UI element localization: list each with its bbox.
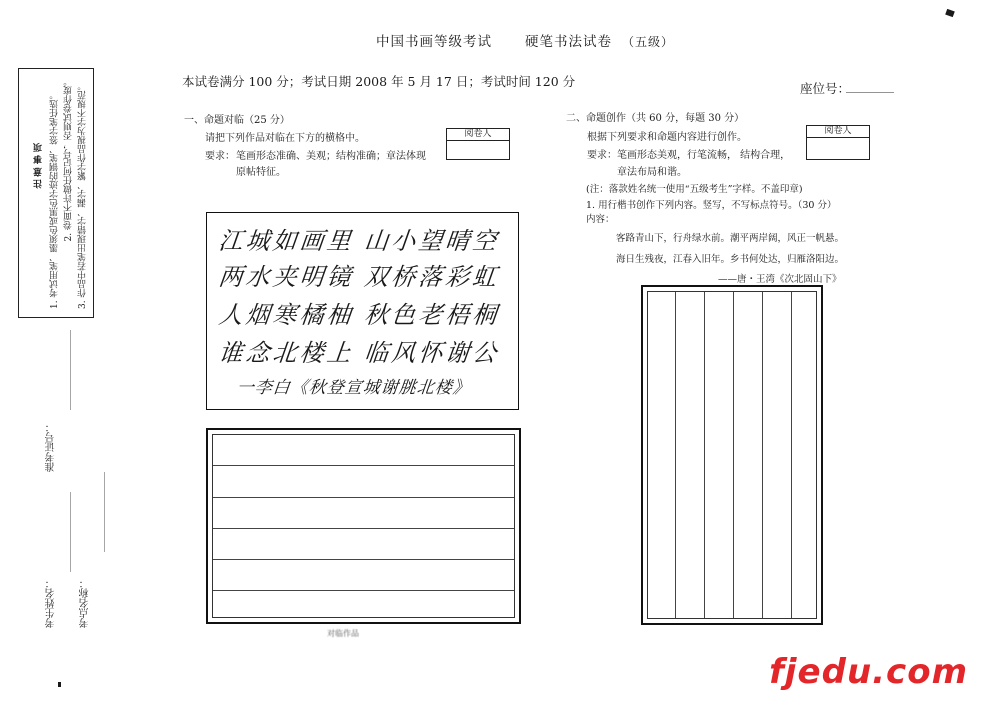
sample-line-2: 两水夹明镜 双桥落彩虹 [217, 263, 501, 291]
section1-grader-label: 阅卷人 [447, 129, 509, 141]
exam-id-blank[interactable]: ________________ [60, 330, 71, 410]
paper-level: （五级） [622, 35, 675, 49]
section1-heading: 一、命题对临（25 分） [184, 115, 290, 126]
section2-heading: 二、命题创作（共 60 分，每题 30 分） [566, 113, 745, 124]
exam-info-line: 本试卷满分 100 分；考试日期 2008 年 5 月 17 日；考试时间 120 分 [182, 74, 576, 89]
candidate-name-label: 考生姓名： [46, 578, 57, 628]
poem-line-1: 客路青山下，行舟绿水前。潮平两岸阔，风正一帆悬。 [616, 233, 845, 244]
exam-name: 中国书画等级考试 [376, 34, 492, 50]
notice-item-1: 1. 考试用笔、墨须色或黑色字迹的钢笔、签字笔任选。 [50, 90, 60, 309]
exam-site-blank[interactable]: ________________ [94, 472, 105, 552]
section2-instruction: 根据下列要求和命题内容进行创作。 [587, 132, 747, 143]
section2-grader-box [806, 125, 870, 160]
candidate-name-blank[interactable]: ________________ [60, 492, 71, 572]
paper-title: 硬笔书法试卷 [525, 34, 612, 50]
section2-task: 1. 用行楷书创作下列内容。竖写，不写标点符号。（30 分） [586, 200, 837, 211]
copy-grid-caption: 对临作品 [327, 629, 359, 638]
section2-req-line1: 笔画形态美观，行笔流畅， 结构合理， [617, 150, 791, 161]
copy-writing-grid[interactable] [206, 428, 521, 624]
sample-signature: 一李白《秋登宣城谢朓北楼》 [235, 378, 472, 398]
site-watermark-logo: fjedu.com [769, 652, 968, 692]
section1-req-line2: 原帖特征。 [236, 167, 286, 178]
section2-content-label: 内容： [586, 214, 615, 225]
notice-item-2: 2. 卷面不许做任何记号，否则试卷作废。 [64, 77, 74, 242]
scan-mark-top-right [945, 9, 955, 17]
section2-note: (注：落款姓名统一使用“五级考生”字样。不盖印章) [586, 184, 803, 195]
poem-source: ——唐・王湾《次北固山下》 [718, 274, 842, 285]
section2-req-line2: 章法布局和谐。 [617, 167, 687, 178]
section1-req-label: 要求： [205, 151, 235, 162]
sample-line-3: 人烟寒橘柚 秋色老梧桐 [217, 301, 501, 329]
notice-box [18, 68, 94, 318]
seat-blank[interactable]: ________ [846, 79, 894, 93]
section1-instruction: 请把下列作品对临在下方的横格中。 [205, 133, 365, 144]
notice-title: 注 意 事 项 [34, 143, 44, 189]
sample-line-4: 谁念北楼上 临风怀谢公 [217, 339, 501, 367]
sample-line-1: 江城如画里 山小望晴空 [217, 227, 501, 255]
creation-writing-grid[interactable] [641, 285, 823, 625]
scan-mark-bottom-left [58, 682, 61, 687]
exam-id-label: 准考证号： [46, 422, 57, 472]
sample-calligraphy-box [206, 212, 519, 410]
section1-grader-box [446, 128, 510, 160]
poem-line-2: 海日生残夜，江春入旧年。乡书何处达，归雁洛阳边。 [616, 254, 845, 265]
notice-item-3: 3. 作品中若笔出现错字、漏字、繁字作品视为字不规范。 [78, 81, 88, 309]
section2-req-label: 要求： [587, 150, 617, 161]
section2-grader-label: 阅卷人 [807, 126, 869, 138]
seat-label: 座位号： [800, 81, 851, 96]
section1-req-line1: 笔画形态准确、美观；结构准确；章法体现 [236, 151, 426, 162]
exam-site-label: 考点名称： [80, 578, 91, 628]
